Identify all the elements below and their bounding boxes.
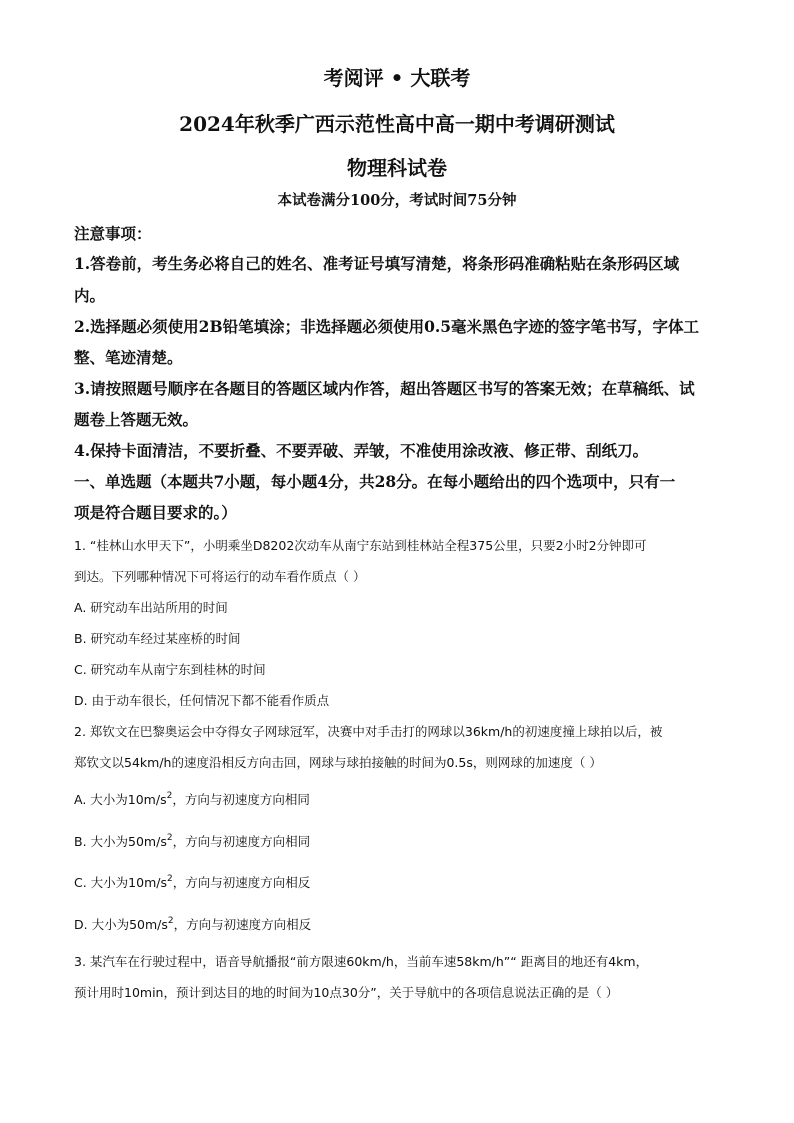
question-2-stem-line-1: 2. 郑钦文在巴黎奥运会中夺得女子网球冠军，决赛中对手击打的网球以36km/h的初速度撞上球拍以后，被 xyxy=(74,724,663,739)
unit-exponent: 2 xyxy=(166,791,173,801)
question-2-option-b xyxy=(74,832,310,852)
note-4: 4.保持卡面清洁，不要折叠、不要弄破、弄皱，不准使用涂改液、修正带、刮纸刀。 xyxy=(74,441,649,460)
option-b-direction: ，方向与初速度方向相同 xyxy=(172,834,311,849)
option-b-value: B. 大小为50m/s xyxy=(74,834,167,849)
question-1-stem-line-2: 到达。下列哪种情况下可将运行的动车看作质点（ ） xyxy=(74,569,366,584)
question-1-option-c: C. 研究动车从南宁东到桂林的时间 xyxy=(74,662,266,677)
section-1-heading-line-1: 一、单选题（本题共7小题，每小题4分，共28分。在每小题给出的四个选项中，只有一 xyxy=(74,472,676,491)
question-3-stem-line-2: 预计用时10min，预计到达目的地的时间为10点30分”，关于导航中的各项信息说法正确的是（ ） xyxy=(74,985,619,1000)
option-a-direction: ，方向与初速度方向相同 xyxy=(172,792,310,807)
section-1-heading-line-2: 项是符合题目要求的。） xyxy=(74,503,237,522)
question-1-option-d: D. 由于动车很长，任何情况下都不能看作质点 xyxy=(74,693,330,708)
exam-info: 本试卷满分100分，考试时间75分钟 xyxy=(277,192,517,209)
question-2-option-c xyxy=(74,873,310,893)
question-1-option-a: A. 研究动车出站所用的时间 xyxy=(74,600,228,615)
option-d-value: D. 大小为50m/s xyxy=(74,917,168,932)
question-3-stem-line-1: 3. 某汽车在行驶过程中，语音导航播报“前方限速60km/h，当前车速58km/h”“ 距离目的地还有4km， xyxy=(74,954,649,969)
option-d-direction: ，方向与初速度方向相反 xyxy=(173,917,312,932)
question-1-stem-line-1: 1. “桂林山水甲天下”，小明乘坐D8202次动车从南宁东站到桂林站全程375公里，只要2小时2分钟即可 xyxy=(74,538,647,553)
subject-title: 物理科试卷 xyxy=(347,156,447,180)
note-1-line-1: 1.答卷前，考生务必将自己的姓名、准考证号填写清楚，将条形码准确粘贴在条形码区域 xyxy=(74,254,680,273)
question-2-stem-line-2: 郑钦文以54km/h的速度沿相反方向击回，网球与球拍接触的时间为0.5s，则网球的加速度（ ） xyxy=(74,755,602,770)
question-1-option-b: B. 研究动车经过某座桥的时间 xyxy=(74,631,241,646)
question-2-option-a xyxy=(74,790,310,810)
option-c-value: C. 大小为10m/s xyxy=(74,875,167,890)
unit-exponent: 2 xyxy=(166,874,173,884)
exam-series-title: 考阅评 • 大联考 xyxy=(323,66,471,90)
unit-exponent: 2 xyxy=(166,833,173,843)
note-3-line-2: 题卷上答题无效。 xyxy=(74,410,199,429)
note-2-line-2: 整、笔迹清楚。 xyxy=(74,348,183,367)
note-2-line-1: 2.选择题必须使用2B铅笔填涂；非选择题必须使用0.5毫米黑色字迹的签字笔书写，字体工 xyxy=(74,317,700,336)
note-3-line-1: 3.请按照题号顺序在各题目的答题区域内作答，超出答题区书写的答案无效；在草稿纸、试 xyxy=(74,379,695,398)
option-a-value: A. 大小为10m/s xyxy=(74,792,167,807)
question-2-option-d xyxy=(74,915,311,935)
notes-heading: 注意事项： xyxy=(74,224,152,243)
exam-title: 2024年秋季广西示范性高中高一期中考调研测试 xyxy=(179,112,615,136)
note-1-line-2: 内。 xyxy=(74,286,106,305)
unit-exponent: 2 xyxy=(167,916,174,926)
option-c-direction: ，方向与初速度方向相反 xyxy=(172,875,311,890)
